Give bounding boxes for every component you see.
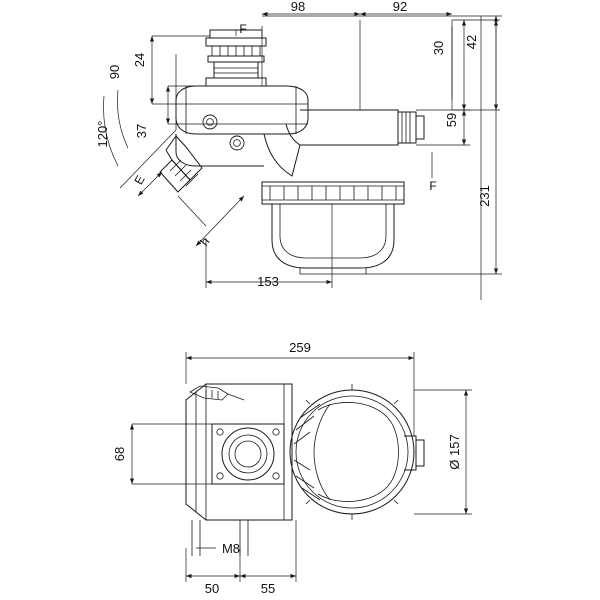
dimension-labels [95,0,492,596]
side-elevation-dimensions [104,14,502,300]
dim-F-top: F [239,22,247,36]
dim-37: 37 [134,123,149,139]
top-view-geometry [186,384,424,556]
dim-55: 55 [260,581,276,596]
dim-30: 30 [431,40,446,56]
dim-h: h [197,234,213,249]
inlet-port [160,136,202,192]
dim-59: 59 [444,112,459,128]
dim-42: 42 [464,34,479,50]
dim-68: 68 [112,446,127,462]
dim-231: 231 [477,185,492,207]
dim-90: 90 [107,64,122,80]
dim-259: 259 [289,340,311,355]
dim-24: 24 [132,52,147,68]
dim-92: 92 [392,0,408,14]
dim-120-deg: 120° [95,120,110,148]
dim-50: 50 [204,581,220,596]
dim-153: 153 [257,274,279,289]
dim-diameter-157: Ø 157 [447,434,462,470]
dim-M8: M8 [221,541,241,556]
outlet-port [300,110,424,145]
dim-F-right: F [429,179,437,193]
top-view-dimensions [132,352,472,582]
dim-98: 98 [290,0,306,14]
dim-E: E [131,173,148,187]
